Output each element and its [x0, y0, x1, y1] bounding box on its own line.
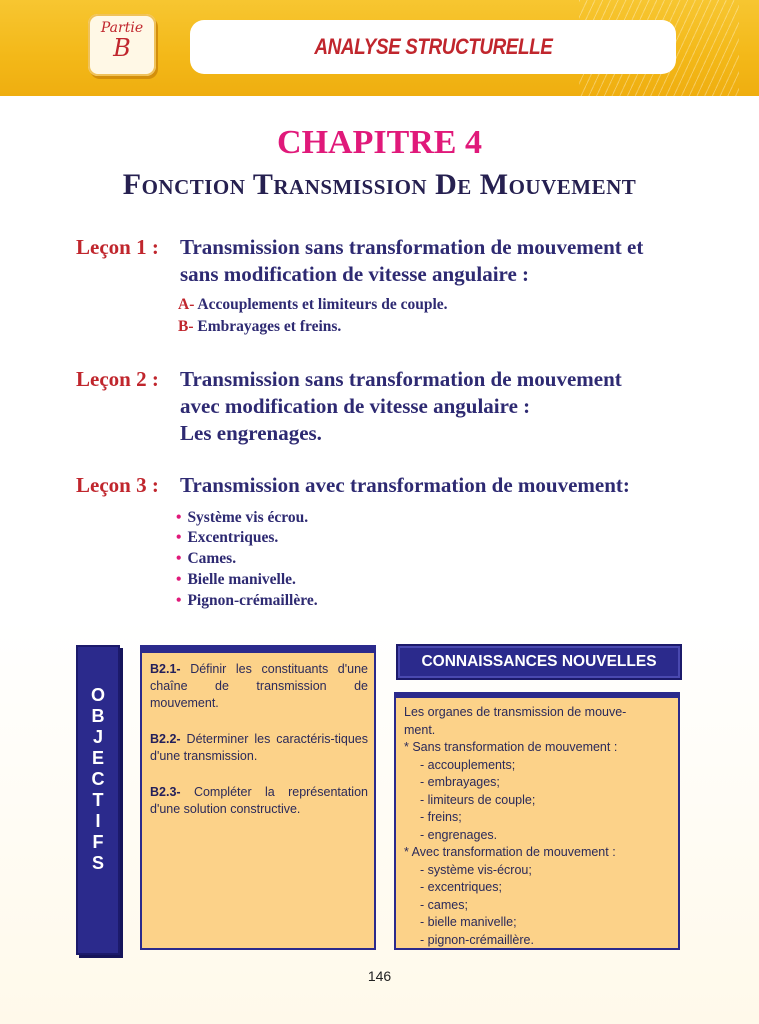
- objectifs-letter: O: [90, 685, 105, 705]
- lesson-text: [180, 366, 700, 447]
- lesson-3-bullet: [176, 528, 278, 548]
- lesson-1-item-b: [178, 316, 341, 338]
- knowledge-line: - cames;: [420, 897, 468, 912]
- lesson-text: [180, 472, 700, 499]
- objective-item: [150, 731, 368, 765]
- knowledge-line: * Avec transformation de mouvement :: [404, 845, 616, 859]
- lesson-line: avec modification de vitesse angulaire :: [180, 394, 531, 418]
- bullet-text: Bielle manivelle.: [187, 571, 296, 588]
- section-title-box: [190, 20, 676, 74]
- item-letter: B-: [178, 318, 194, 335]
- item-text: Accouplements et limiteurs de couple.: [197, 296, 448, 313]
- objective-item: [150, 661, 368, 712]
- objective-item: [150, 784, 368, 818]
- knowledge-line: - pignon-crémaillère.: [420, 932, 534, 947]
- lesson-line: Transmission sans transformation de mouvement: [180, 367, 622, 391]
- knowledge-line: - engrenages.: [420, 827, 498, 842]
- knowledge-line: - accouplements;: [420, 757, 516, 772]
- lesson-line: Transmission sans transformation de mouvement et: [180, 235, 644, 259]
- objectifs-letter: F: [92, 832, 104, 852]
- objectifs-letter: S: [91, 853, 104, 873]
- lesson-1: [76, 234, 644, 286]
- objectifs-letter: T: [92, 790, 104, 810]
- objectifs-vertical-bar: [76, 645, 120, 955]
- objective-text: Déterminer les caractéris-tiques d'une transmission.: [150, 732, 368, 763]
- bullet-text: Système vis écrou.: [187, 509, 309, 526]
- bullet-icon: •: [176, 592, 182, 609]
- part-tag: [88, 14, 156, 76]
- knowledge-line: - excentriques;: [420, 880, 502, 894]
- page-number: 146: [367, 968, 392, 984]
- header-band: [0, 0, 759, 96]
- objective-text: Compléter la représentation d'une solution constructive.: [150, 785, 368, 816]
- objectifs-box: [140, 645, 376, 950]
- part-label: Partie: [100, 20, 144, 36]
- chapter-subtitle: Fonction Transmission De Mouvement: [122, 168, 637, 201]
- knowledge-line: - système vis-écrou;: [420, 862, 532, 877]
- knowledge-line: Les organes de transmission de mouve-: [404, 705, 627, 719]
- lesson-line: Transmission avec transformation de mouvement:: [180, 473, 630, 497]
- bullet-text: Excentriques.: [187, 529, 279, 546]
- objective-code: B2.3-: [150, 785, 181, 799]
- lesson-line: sans modification de vitesse angulaire :: [180, 262, 530, 286]
- bullet-icon: •: [176, 550, 182, 567]
- lesson-3: [76, 472, 630, 499]
- bullet-icon: •: [176, 571, 182, 588]
- lesson-text: [180, 234, 700, 288]
- item-text: Embrayages et freins.: [197, 318, 342, 335]
- lesson-3-bullet: [176, 549, 236, 569]
- objective-text: Définir les constituants d'une chaîne de transmission de mouvement.: [150, 662, 368, 710]
- objective-code: B2.1-: [150, 662, 181, 676]
- lesson-line: Les engrenages.: [180, 421, 322, 445]
- objectifs-letter: I: [95, 811, 101, 831]
- lesson-3-bullet: [176, 508, 308, 528]
- lesson-label: Leçon 3 :: [76, 473, 159, 497]
- bullet-icon: •: [176, 529, 182, 546]
- knowledge-line: - limiteurs de couple;: [420, 792, 536, 807]
- connaissances-header: [396, 644, 682, 680]
- objectifs-letter: C: [91, 769, 105, 789]
- chapter-title: CHAPITRE 4: [277, 124, 482, 161]
- knowledge-line: ment.: [404, 722, 436, 737]
- objectifs-letter: E: [91, 748, 104, 768]
- connaissances-header-text: CONNAISSANCES NOUVELLES: [421, 653, 657, 670]
- knowledge-line: * Sans transformation de mouvement :: [404, 740, 618, 754]
- section-title: ANALYSE STRUCTURELLE: [313, 34, 553, 59]
- lesson-label: Leçon 1 :: [76, 235, 159, 259]
- lesson-label: Leçon 2 :: [76, 367, 159, 391]
- part-letter: B: [113, 34, 131, 62]
- connaissances-box: [394, 692, 680, 950]
- lesson-3-bullet: [176, 591, 318, 611]
- lesson-1-item-a: [178, 294, 448, 316]
- knowledge-line: - embrayages;: [420, 775, 500, 789]
- objective-code: B2.2-: [150, 732, 181, 746]
- objectifs-letter: B: [91, 706, 105, 726]
- item-letter: A-: [178, 296, 195, 313]
- bullet-text: Pignon-crémaillère.: [187, 592, 318, 609]
- bullet-icon: •: [176, 509, 182, 526]
- knowledge-line: - bielle manivelle;: [420, 915, 517, 929]
- lesson-2: [76, 366, 622, 445]
- bullet-text: Cames.: [187, 550, 237, 567]
- knowledge-line: - freins;: [420, 810, 462, 824]
- lesson-3-bullet: [176, 570, 296, 590]
- objectifs-letter: J: [92, 727, 103, 747]
